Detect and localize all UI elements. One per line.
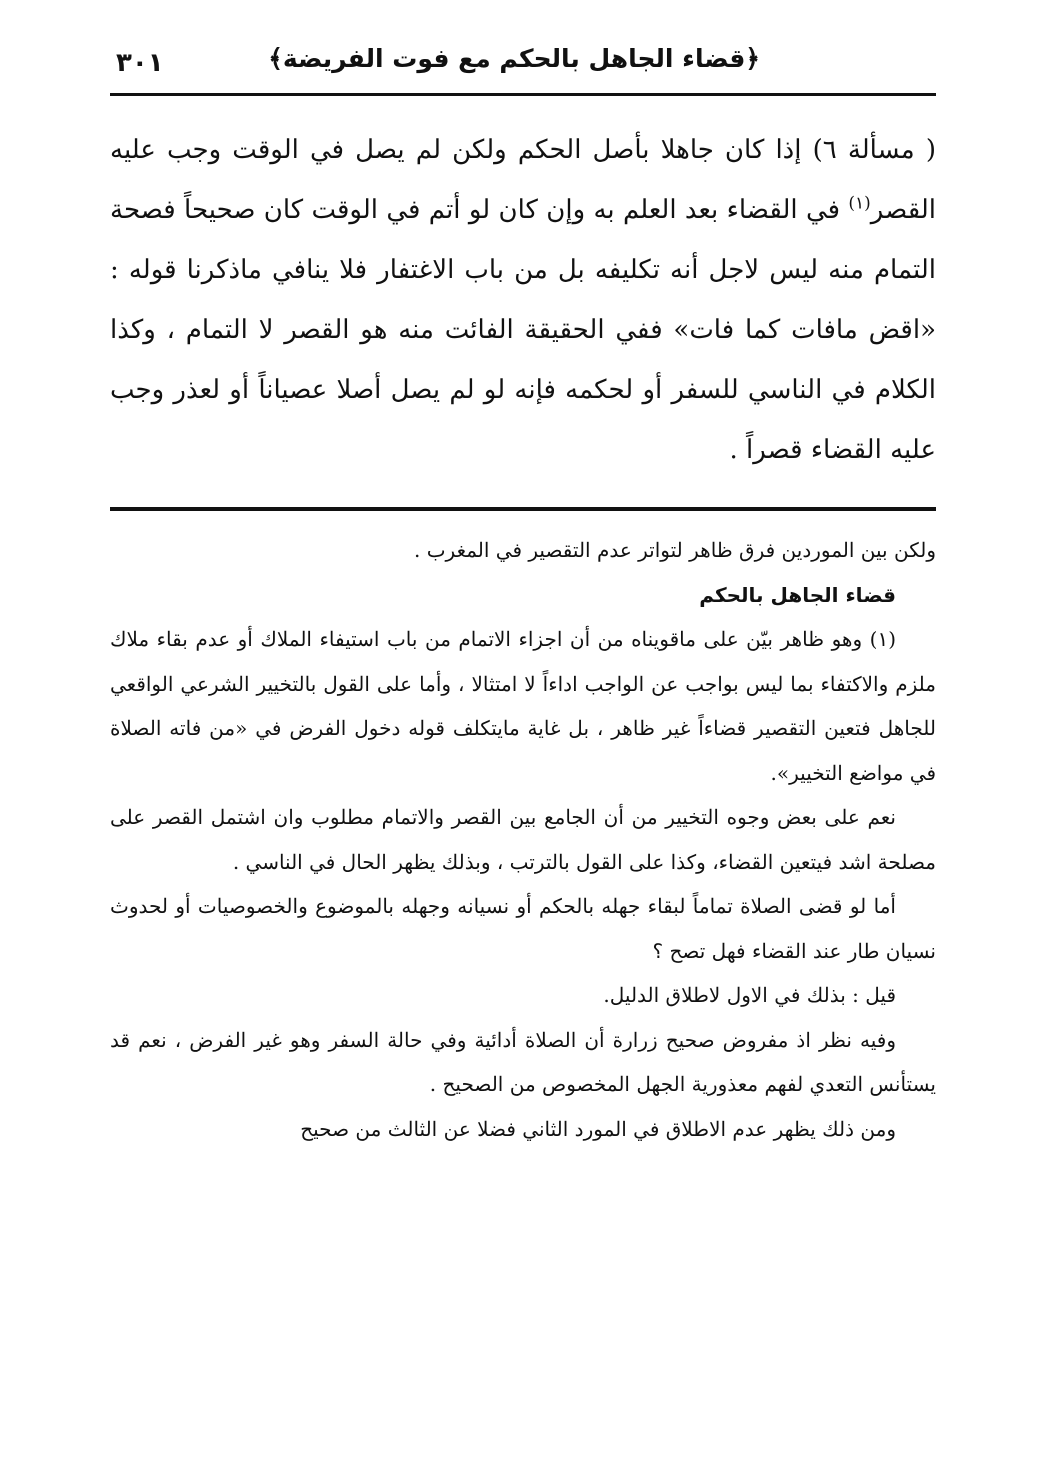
page-number: ٣٠١	[116, 48, 164, 78]
main-paragraph	[110, 120, 936, 480]
footnote-paragraph-2: نعم على بعض وجوه التخيير من أن الجامع بين القصر والاتمام مطلوب وان اشتمل القصر على مصلحة اشد فيتعين القضاء، وكذا على القول بالترتب ، وبذلك يظهر الحال في الناسي .	[110, 805, 936, 874]
footnote-paragraph-6: ومن ذلك يظهر عدم الاطلاق في المورد الثاني فضلا عن الثالث من صحيح	[300, 1116, 896, 1141]
footnote-continuation: ولكن بين الموردين فرق ظاهر لتواتر عدم التقصير في المغرب .	[414, 538, 936, 562]
footnote-paragraph-5: وفيه نظر اذ مفروض صحيح زرارة أن الصلاة أدائية وفي حالة السفر وهو غير الفرض ، نعم قد يستأنس التعدي لفهم معذورية الجهل المخصوص من الصحيح .	[110, 1027, 936, 1096]
footnotes-section	[110, 528, 936, 1151]
footnote-paragraph-4: قيل : بذلك في الاول لاطلاق الدليل.	[603, 983, 896, 1007]
main-paragraph-start: ( مسألة ٦) إذا كان جاهلا بأصل الحكم ولكن لم يصل في الوقت وجب عليه القصر	[110, 135, 936, 225]
main-text	[110, 120, 936, 480]
footnote-marker: (١)	[848, 193, 871, 214]
running-title: ﴿قضاء الجاهل بالحكم مع فوت الفريضة﴾	[268, 44, 760, 73]
footnote-heading: قضاء الجاهل بالحكم	[699, 582, 896, 607]
footnote-divider	[110, 507, 936, 511]
page-header	[110, 36, 936, 88]
header-divider	[110, 93, 936, 96]
main-paragraph-rest: في القضاء بعد العلم به وإن كان لو أتم في الوقت كان صحيحاً فصحة التمام منه ليس لاجل أنه تكليفه بل من باب الاغتفار فلا ينافي ماذكرنا قوله : «اقض مافات كما فات» ففي الحقيقة الفائت منه هو القصر لا التمام ، وكذا الكلام في الناسي للسفر أو لحكمه فإنه لو لم يصل أصلا عصياناً أو لعذر وجب عليه القضاء قصراً .	[110, 195, 936, 465]
footnote-paragraph-1: (١) وهو ظاهر بيّن على ماقويناه من أن اجزاء الاتمام من باب استيفاء الملاك أو عدم بقاء ملاك ملزم والاكتفاء بما ليس بواجب عن الواجب اداءاً لا امتثالا ، وأما على القول بالتخيير الشرعي الواقعي للجاهل فتعين التقصير قضاءاً غير ظاهر ، بل غاية مايتكلف قوله دخول الفرض في «من فاته الصلاة في مواضع التخيير».	[110, 627, 936, 785]
footnote-paragraph-3: أما لو قضى الصلاة تماماً لبقاء جهله بالحكم أو نسيانه وجهله بالموضوع والخصوصيات أو لحدوث نسيان طار عند القضاء فهل تصح ؟	[110, 894, 936, 963]
